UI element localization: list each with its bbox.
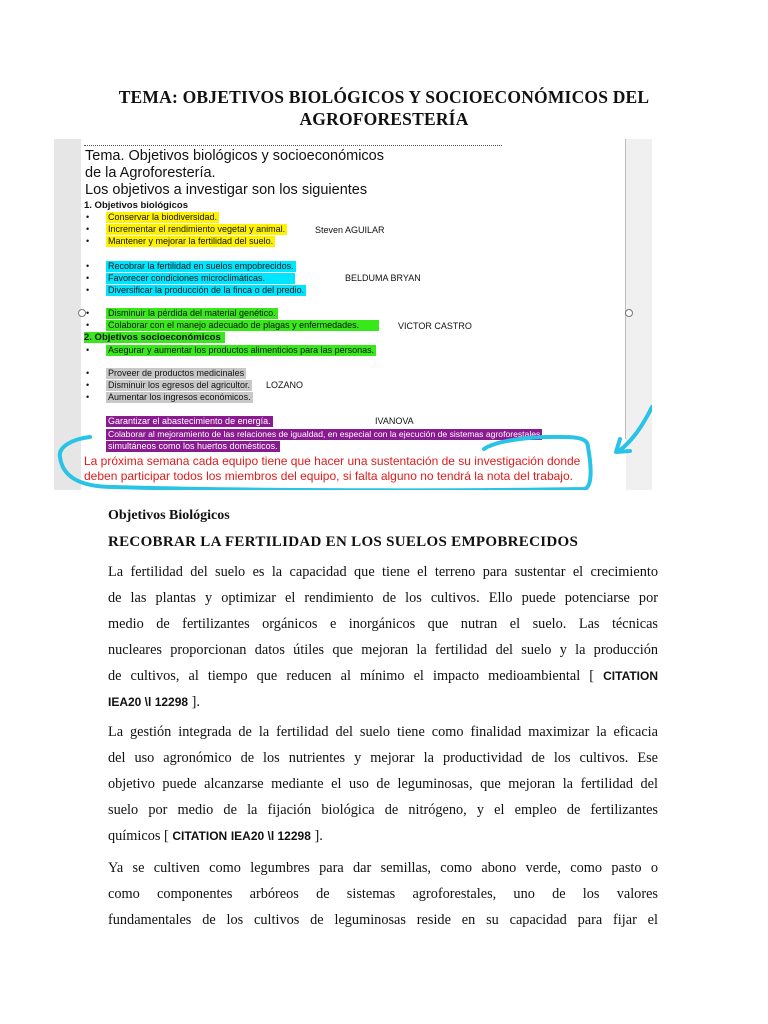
objective-item: Disminuir la pérdida del material genético. [108,308,276,318]
objective-item: Disminuir los egresos del agricultor. [108,380,251,390]
objective-item: Favorecer condiciones microclimáticas. [106,273,295,284]
document-title [60,86,708,130]
citation-close: ]. [314,828,323,844]
paragraph-line-with-citation [108,823,658,849]
paragraph-line: suelo por medio de la fijación biológica de nitrógeno, y el empleo de fertilizantes [108,802,658,818]
citation-ref: IEA20 \l 12298 [108,695,189,709]
objective-item: Incrementar el rendimiento vegetal y animal. [108,224,286,234]
objective-item: Recobrar la fertilidad en suelos empobrecidos. [108,261,294,271]
bullet: • [86,273,90,283]
paragraph-line-with-citation [108,663,658,689]
citation-ref: IEA20 \l 12298 [230,829,311,843]
objective-item: Asegurar y aumentar los productos alimenticios para las personas. [108,345,375,355]
bullet: • [86,368,90,378]
paragraph-line: La gestión integrada de la fertilidad del suelo tiene como finalidad maximizar la eficacia [108,724,658,740]
objective-item: Aumentar los ingresos económicos. [108,392,251,402]
embedded-screenshot [54,139,652,490]
citation-open: [ [164,828,169,844]
bullet: • [86,380,90,390]
annotation-arrow [619,407,652,451]
bullet: • [86,285,90,295]
bullet: • [86,308,90,318]
screenshot-section-1: 1. Objetivos biológicos [84,200,188,211]
team-name-castro: VICTOR CASTRO [398,321,472,331]
team-name-lozano: LOZANO [266,380,304,390]
paragraph-line: medio de fertilizantes orgánicos e inorgánicos que nutran el suelo. Las técnicas [108,616,658,632]
subtitle-objetivos-biologicos: Objetivos Biológicos [108,508,230,523]
paragraph-2 [108,719,658,849]
paragraph-line-text: de cultivos, al tiempo que reducen al mínimo el impacto medioambiental [108,668,581,684]
citation-field: CITATION [172,829,228,843]
bullet: • [86,345,90,355]
paragraph-line [108,689,658,715]
objective-item: Mantener y mejorar la fertilidad del suelo. [108,236,274,246]
paragraph-line-text: químicos [108,828,161,844]
screenshot-heading-line-2: de la Agroforestería. [85,165,216,181]
annotation-loop [60,437,591,490]
paragraph-line: objetivo puede alcanzarse mediante el uso de leguminosas, que mejoran la fertilidad del [108,776,658,792]
document-title-line-1: TEMA: OBJETIVOS BIOLÓGICOS Y SOCIOECONÓMICOS DEL [118,87,650,107]
section-heading: RECOBRAR LA FERTILIDAD EN LOS SUELOS EMPOBRECIDOS [108,534,579,550]
paragraph-line: como componentes arbóreos de sistemas agroforestales, uno de los valores [108,886,658,902]
screenshot-section-2: 2. Objetivos socioeconómicos [84,332,225,343]
bullet: • [86,392,90,402]
citation-open: [ [589,668,595,684]
screenshot-heading-line-1: Tema. Objetivos biológicos y socioeconómicos [85,148,384,164]
annotation-marker [54,139,652,490]
screenshot-heading-line-3: Los objetivos a investigar son los siguientes [85,182,368,198]
objective-item: Proveer de productos medicinales [108,368,245,378]
bullet: • [86,261,90,271]
paragraph-line: nucleares proporcionan datos útiles que mejoran la fertilidad del suelo y la producción [108,642,658,658]
bullet: • [86,224,90,234]
citation-close: ]. [191,694,200,710]
objective-item: Garantizar el abastecimiento de energía. [108,416,271,426]
paragraph-line: del uso agronómico de los nutrientes y mejorar la productividad de los cultivos. Ese [108,750,658,766]
announcement-line-1: La próxima semana cada equipo tiene que hacer una sustentación de su investigación donde [84,454,581,468]
paragraph-1 [108,559,658,715]
team-name-belduma: BELDUMA BRYAN [345,273,421,283]
document-title-line-2: AGROFORESTERÍA [299,109,469,129]
objective-item: Colaborar al mejoramiento de las relaciones de igualdad, en especial con la ejecución de sistemas agroforestales [108,429,541,439]
objective-item: Diversificar la producción de la finca o del predio. [108,285,305,295]
paragraph-line: Ya se cultiven como legumbres para dar semillas, como abono verde, como pasto o [108,860,658,876]
citation-field: CITATION [603,669,659,683]
paragraph-line: La fertilidad del suelo es la capacidad que tiene el terreno para sustentar el crecimiento [108,564,658,580]
objective-item: Colaborar con el manejo adecuado de plagas y enfermedades. [106,320,379,331]
team-name-aguilar: Steven AGUILAR [315,225,385,235]
objective-item: simultáneos como los huertos domésticos. [108,441,278,451]
paragraph-3 [108,855,658,933]
paragraph-line: de las plantas y optimizar el rendimiento de los cultivos. Ello puede potenciarse por [108,590,658,606]
bullet: • [86,320,90,330]
announcement-line-2: deben participar todos los miembros del equipo, si falta alguno no tendrá la nota del trabajo. [84,469,573,483]
paragraph-line: fundamentales de los cultivos de leguminosas reside en su capacidad para fijar el [108,912,658,928]
objective-item: Conservar la biodiversidad. [108,212,218,222]
bullet: • [86,212,90,222]
bullet: • [86,236,90,246]
team-name-ivanova: IVANOVA [375,416,414,426]
